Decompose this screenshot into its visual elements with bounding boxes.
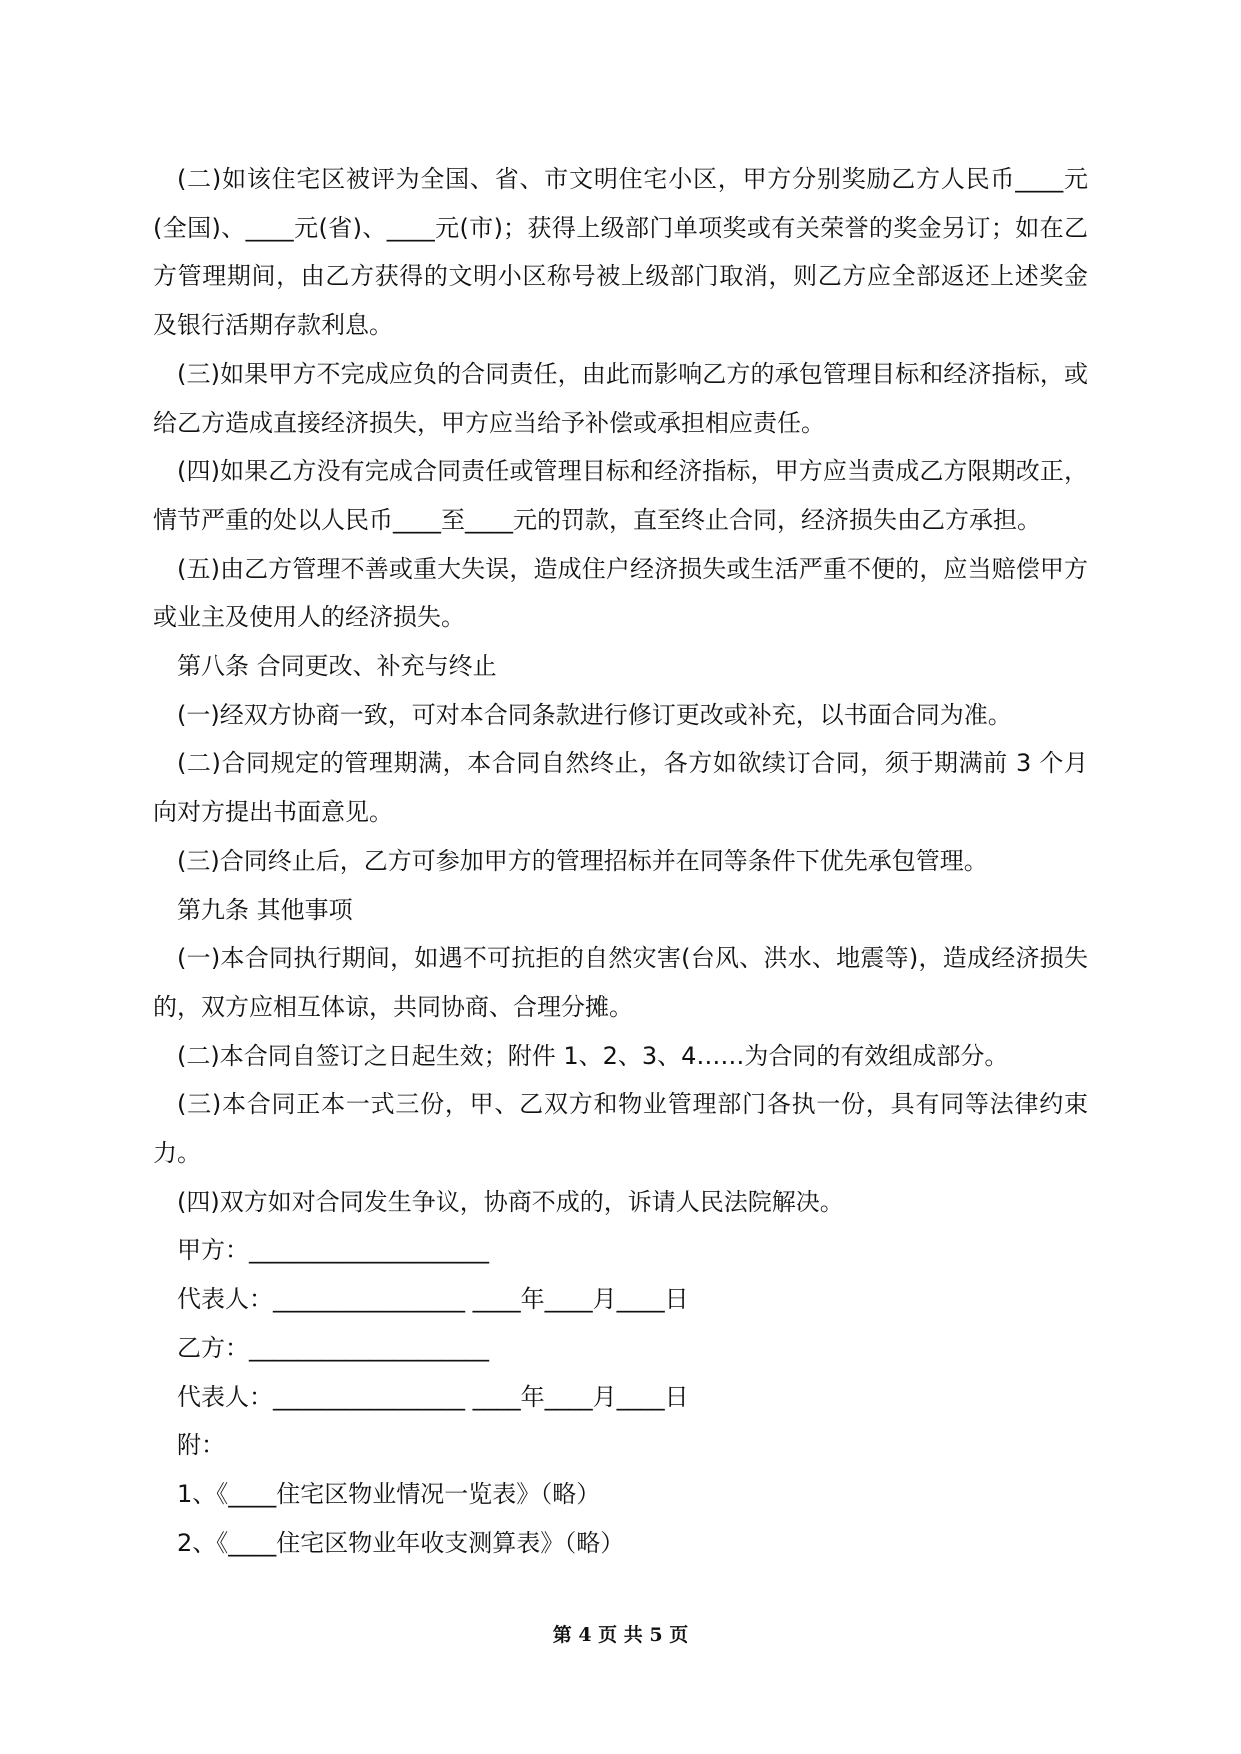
article-8-clause-2: (二)合同规定的管理期满，本合同自然终止，各方如欲续订合同，须于期满前 3 个月向对方提出书面意见。 bbox=[153, 749, 1088, 827]
signature-party-a: 甲方：____________________ bbox=[177, 1236, 489, 1265]
article-9-clause-4: (四)双方如对合同发生争议，协商不成的，诉请人民法院解决。 bbox=[177, 1187, 844, 1216]
clause-2-award: (二)如该住宅区被评为全国、省、市文明住宅小区，甲方分别奖励乙方人民币____元(全国)、____元(省)、____元(市)；获得上级部门单项奖或有关荣誉的奖金另订；如在乙方管理期间，由乙方获得的文明小区称号被上级部门取消，则乙方应全部返还上述奖金及银行活期存款利息。 bbox=[153, 165, 1088, 340]
clause-3-party-a-breach: (三)如果甲方不完成应负的合同责任，由此而影响乙方的承包管理目标和经济指标，或给乙方造成直接经济损失，甲方应当给予补偿或承担相应责任。 bbox=[153, 359, 1088, 437]
article-9-clause-2: (二)本合同自签订之日起生效；附件 1、2、3、4……为合同的有效组成部分。 bbox=[177, 1041, 1009, 1070]
article-9-clause-1: (一)本合同执行期间，如遇不可抗拒的自然灾害(台风、洪水、地震等)，造成经济损失的，双方应相互体谅，共同协商、合理分摊。 bbox=[153, 944, 1088, 1021]
article-9-heading: 第九条 其他事项 bbox=[177, 895, 353, 924]
signature-party-b: 乙方：____________________ bbox=[177, 1333, 489, 1362]
article-9-clause-3: (三)本合同正本一式三份，甲、乙双方和物业管理部门各执一份，具有同等法律约束力。 bbox=[153, 1090, 1088, 1168]
signature-rep-a: 代表人：________________ ____年____月____日 bbox=[177, 1285, 689, 1314]
attachment-item-2: 2、《____住宅区物业年收支测算表》（略） bbox=[177, 1528, 625, 1557]
article-8-clause-1: (一)经双方协商一致，可对本合同条款进行修订更改或补充，以书面合同为准。 bbox=[177, 700, 1012, 729]
article-8-clause-3: (三)合同终止后，乙方可参加甲方的管理招标并在同等条件下优先承包管理。 bbox=[177, 846, 988, 875]
attachments-heading: 附： bbox=[177, 1431, 225, 1460]
document-body bbox=[153, 155, 1088, 1567]
clause-5-mismanagement: (五)由乙方管理不善或重大失误，造成住户经济损失或生活严重不便的，应当赔偿甲方或业主及使用人的经济损失。 bbox=[153, 554, 1088, 632]
article-8-heading: 第八条 合同更改、补充与终止 bbox=[177, 652, 497, 681]
page-number-footer: 第 4 页 共 5 页 bbox=[552, 1624, 689, 1646]
clause-4-party-b-breach: (四)如果乙方没有完成合同责任或管理目标和经济指标，甲方应当责成乙方限期改正，情节严重的处以人民币____至____元的罚款，直至终止合同，经济损失由乙方承担。 bbox=[153, 457, 1088, 534]
attachment-item-1: 1、《____住宅区物业情况一览表》（略） bbox=[177, 1479, 601, 1508]
signature-rep-b: 代表人：________________ ____年____月____日 bbox=[177, 1382, 689, 1411]
